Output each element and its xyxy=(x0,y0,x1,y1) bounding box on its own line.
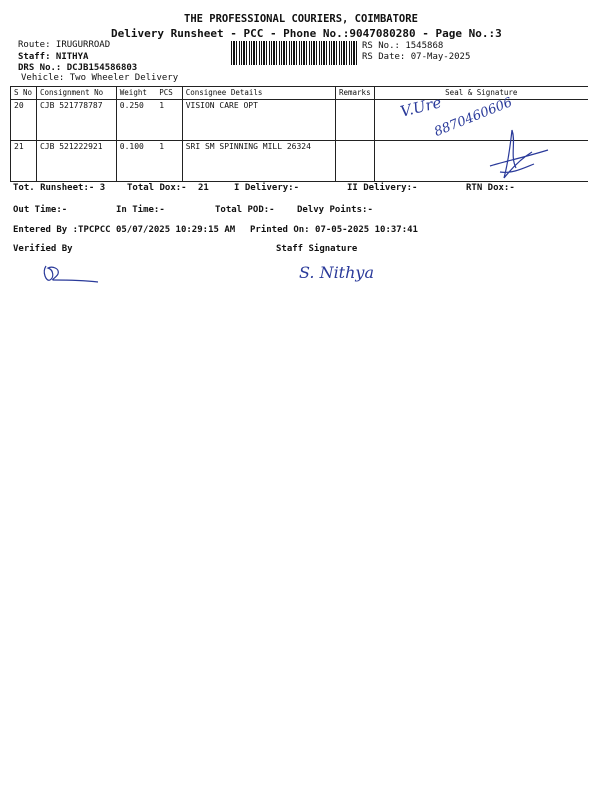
signature-scribble-icon xyxy=(482,128,552,183)
staff-handwritten-signature: S. Nithya xyxy=(299,263,374,282)
col-pcs: PCS xyxy=(156,87,182,100)
col-weight: Weight xyxy=(116,87,156,100)
row-consignee: VISION CARE OPT xyxy=(182,100,335,141)
col-remarks: Remarks xyxy=(335,87,374,100)
barcode-icon xyxy=(231,41,358,65)
handwritten-name: V.Ure xyxy=(398,93,444,121)
row-sno: 20 xyxy=(11,100,37,141)
row-weight: 0.100 xyxy=(116,141,156,182)
drs-number: DRS No.: DCJB154586803 xyxy=(18,63,138,73)
i-delivery: I Delivery:- xyxy=(234,183,300,193)
col-consignee: Consignee Details xyxy=(182,87,335,100)
rs-date: RS Date: 07-May-2025 xyxy=(362,52,471,62)
in-time: In Time:- xyxy=(116,205,165,215)
row-remarks xyxy=(335,141,374,182)
total-pod: Total POD:- xyxy=(215,205,275,215)
ii-delivery: II Delivery:- xyxy=(347,183,418,193)
row-consignment: CJB 521222921 xyxy=(36,141,116,182)
row-consignment: CJB 521778787 xyxy=(36,100,116,141)
row-consignee: SRI SM SPINNING MILL 26324 xyxy=(182,141,335,182)
staff-label: Staff: NITHYA xyxy=(18,52,89,62)
rs-number: RS No.: 1545868 xyxy=(362,41,444,51)
handwritten-phone: 8870460606 xyxy=(432,95,515,140)
route-label: Route: IRUGURROAD xyxy=(18,40,111,50)
entered-by: Entered By :TPCPCC 05/07/2025 10:29:15 AM xyxy=(13,225,236,235)
col-sno: S No xyxy=(11,87,37,100)
total-dox-value: 21 xyxy=(198,183,209,193)
total-runsheet: Tot. Runsheet:- 3 xyxy=(13,183,106,193)
row-remarks xyxy=(335,100,374,141)
row-pcs: 1 xyxy=(156,100,182,141)
company-title: THE PROFESSIONAL COURIERS, COIMBATORE xyxy=(184,13,418,25)
col-consignment: Consignment No xyxy=(36,87,116,100)
rtn-dox: RTN Dox:- xyxy=(466,183,515,193)
staff-signature-label: Staff Signature xyxy=(276,244,358,254)
verifier-signature-icon xyxy=(40,262,102,286)
verified-by-label: Verified By xyxy=(13,244,73,254)
row-pcs: 1 xyxy=(156,141,182,182)
vehicle-label: Vehicle: Two Wheeler Delivery xyxy=(21,73,179,83)
row-weight: 0.250 xyxy=(116,100,156,141)
out-time: Out Time:- xyxy=(13,205,68,215)
total-dox-label: Total Dox:- xyxy=(127,183,187,193)
printed-on: Printed On: 07-05-2025 10:37:41 xyxy=(250,225,418,235)
runsheet-subtitle: Delivery Runsheet - PCC - Phone No.:9047080280 - Page No.:3 xyxy=(111,27,502,40)
col-seal-signature: Seal & Signature xyxy=(374,87,588,100)
delvy-points: Delvy Points:- xyxy=(297,205,373,215)
row-sno: 21 xyxy=(11,141,37,182)
